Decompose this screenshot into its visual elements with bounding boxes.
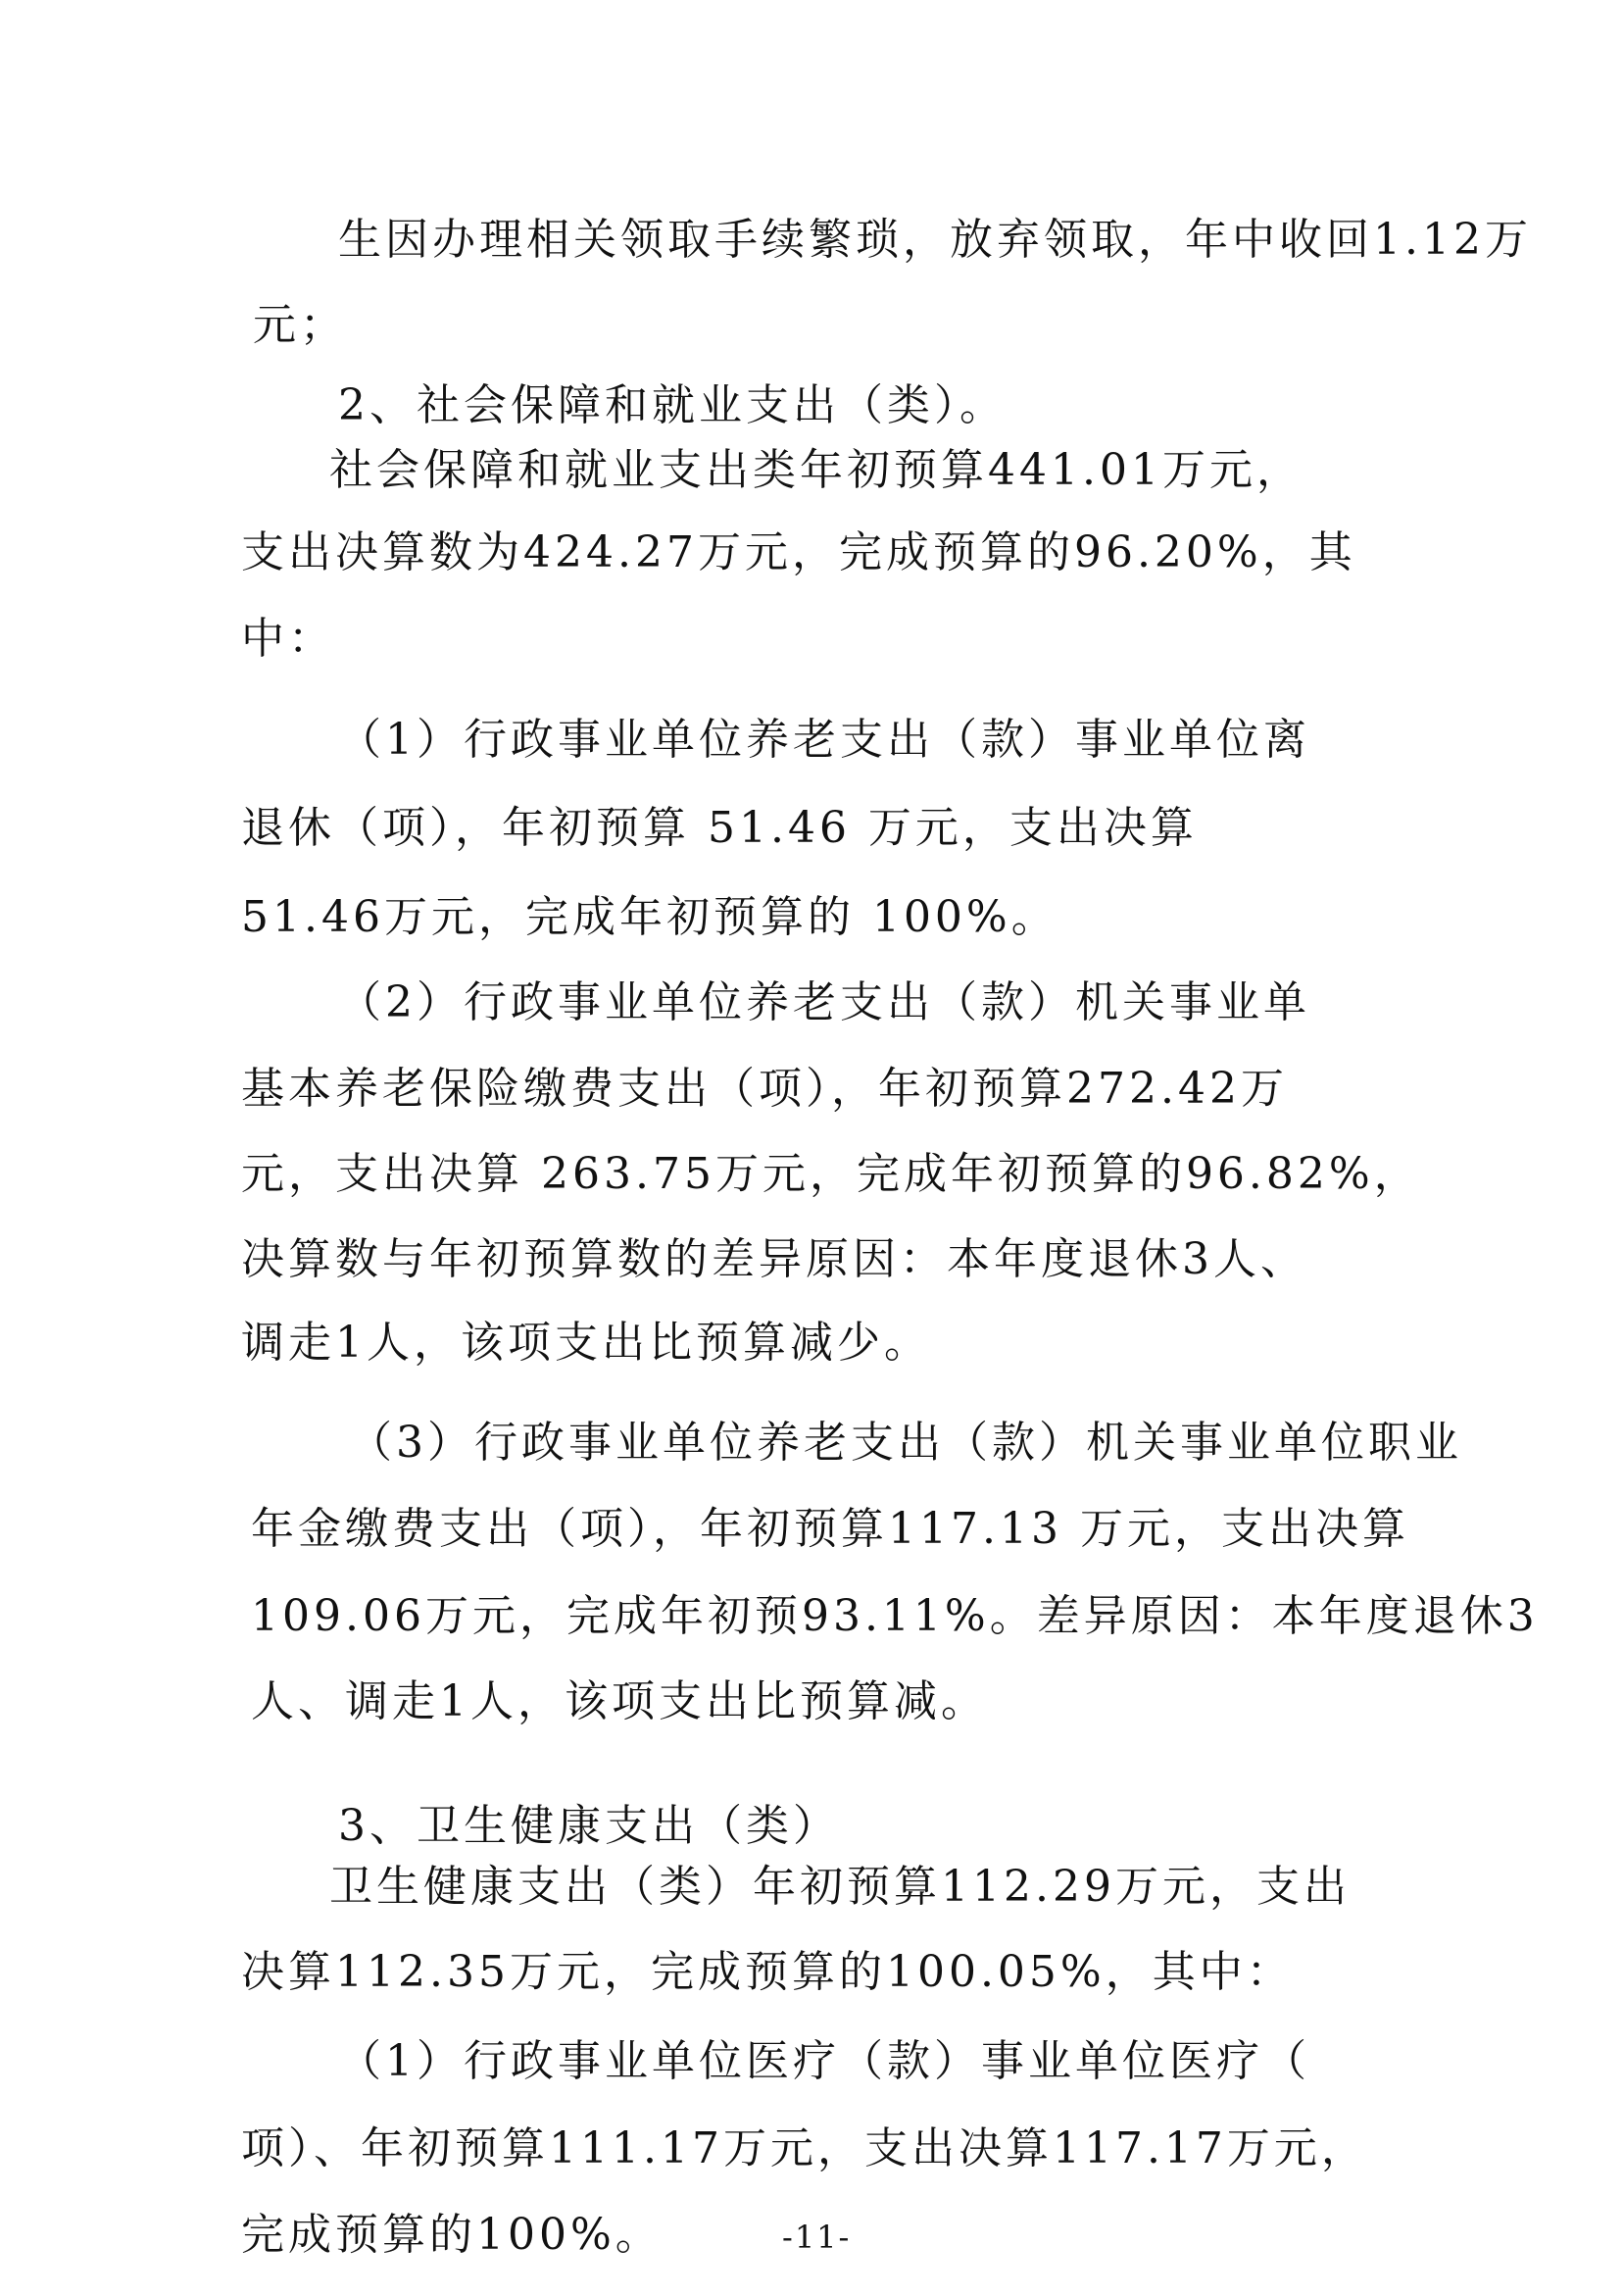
paragraph-line: 决算112.35万元，完成预算的100.05%，其中： [241, 1947, 1294, 1997]
paragraph-line: 元； [253, 300, 347, 350]
paragraph-line: 支出决算数为424.27万元，完成预算的96.20%，其 [241, 527, 1356, 577]
paragraph-line: 调走1人，该项支出比预算减少。 [241, 1318, 931, 1368]
paragraph-line: （2）行政事业单位养老支出（款）机关事业单 [338, 977, 1310, 1027]
paragraph-line: 生因办理相关领取手续繁琐，放弃领取，年中收回1.12万 [338, 215, 1532, 265]
paragraph-line: 51.46万元，完成年初预算的 100%。 [241, 892, 1058, 942]
paragraph-line: （3）行政事业单位养老支出（款）机关事业单位职业 [349, 1418, 1462, 1468]
paragraph-line: 年金缴费支出（项），年初预算117.13 万元，支出决算 [251, 1504, 1409, 1554]
paragraph-line: 元，支出决算 263.75万元，完成年初预算的96.82%， [241, 1149, 1421, 1199]
paragraph-line: 卫生健康支出（类）年初预算112.29万元，支出 [329, 1862, 1351, 1912]
paragraph-line: 退休（项），年初预算 51.46 万元，支出决算 [241, 803, 1198, 853]
paragraph-line: 基本养老保险缴费支出（项），年初预算272.42万 [241, 1064, 1288, 1114]
paragraph-line: 决算数与年初预算数的差异原因：本年度退休3人、 [241, 1234, 1307, 1284]
section-heading: 3、卫生健康支出（类） [338, 1801, 840, 1851]
paragraph-line: （1）行政事业单位养老支出（款）事业单位离 [338, 715, 1310, 765]
paragraph-line: 项）、年初预算111.17万元，支出决算117.17万元， [241, 2123, 1368, 2173]
paragraph-line: 社会保障和就业支出类年初预算441.01万元， [329, 445, 1303, 495]
page-number: -11- [782, 2219, 852, 2256]
paragraph-line: 完成预算的100%。 [241, 2210, 663, 2260]
paragraph-line: 109.06万元，完成年初预93.11%。差异原因：本年度退休3 [251, 1591, 1539, 1641]
paragraph-line: （1）行政事业单位医疗（款）事业单位医疗（ [338, 2036, 1310, 2086]
section-heading: 2、社会保障和就业支出（类）。 [338, 380, 1007, 430]
paragraph-line: 中： [241, 614, 335, 664]
paragraph-line: 人、调走1人，该项支出比预算减。 [251, 1676, 988, 1726]
